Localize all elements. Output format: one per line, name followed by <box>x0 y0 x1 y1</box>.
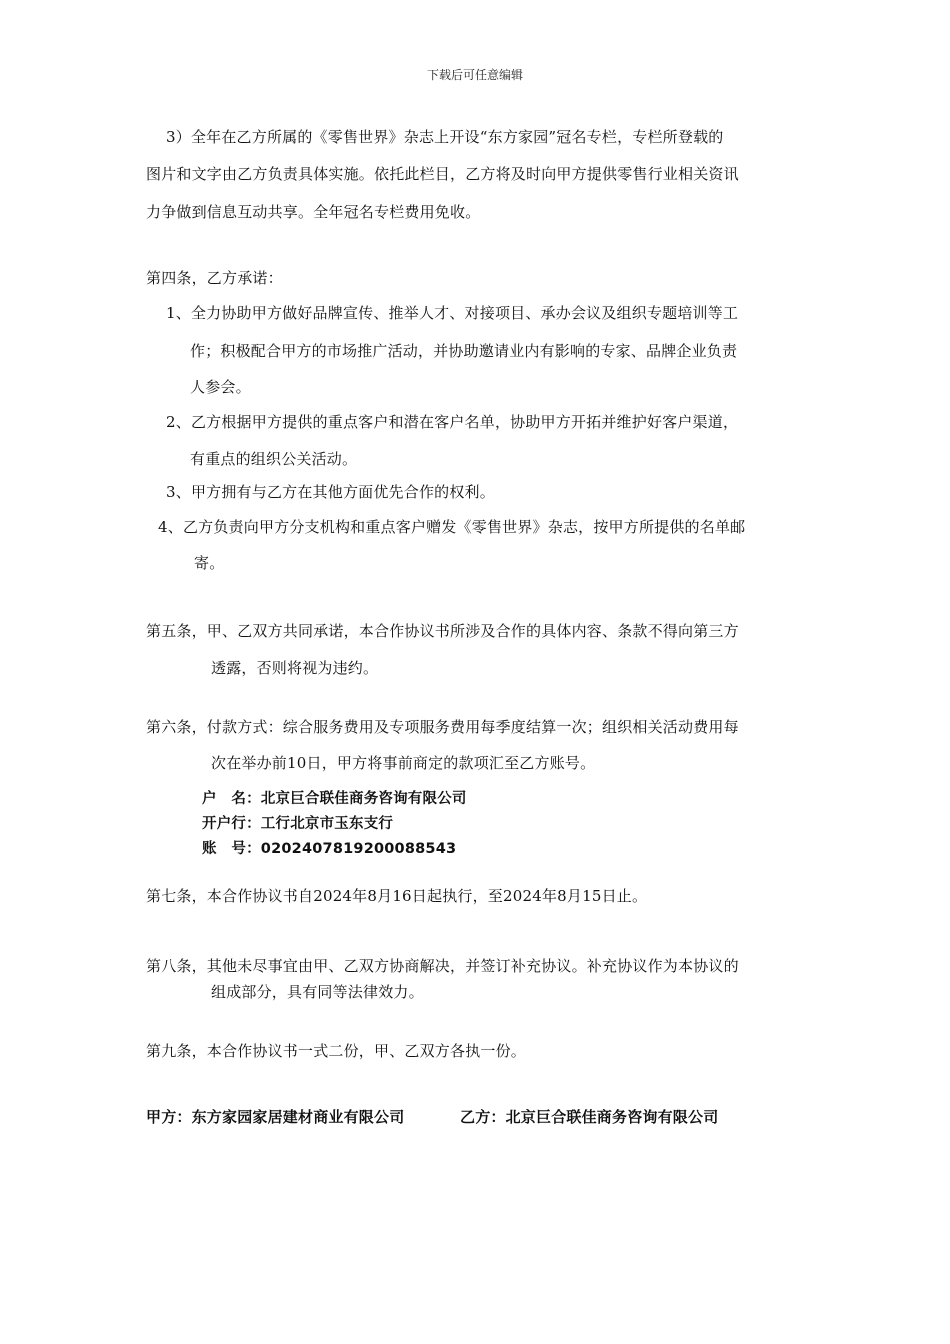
article4-item3: 3、甲方拥有与乙方在其他方面优先合作的权利。 <box>166 483 495 501</box>
article5-line2: 透露，否则将视为违约。 <box>211 659 379 677</box>
article8-line1: 第八条，其他未尽事宜由甲、乙双方协商解决，并签订补充协议。补充协议作为本协议的 <box>146 957 739 975</box>
account-number: 账 号：0202407819200088543 <box>202 841 457 857</box>
article4-item4-line2: 寄。 <box>194 554 225 572</box>
item3-line-2: 图片和文字由乙方负责具体实施。依托此栏目，乙方将及时向甲方提供零售行业相关资讯 <box>146 165 739 183</box>
article9: 第九条，本合作协议书一式二份，甲、乙双方各执一份。 <box>146 1042 527 1060</box>
article4-item2-line2: 有重点的组织公关活动。 <box>190 450 358 468</box>
article4-item1-line3: 人参会。 <box>190 378 251 396</box>
signature-party-b: 乙方：北京巨合联佳商务咨询有限公司 <box>460 1108 719 1126</box>
article4-title: 第四条，乙方承诺： <box>146 269 283 287</box>
article4-item1-line1: 1、全力协助甲方做好品牌宣传、推举人才、对接项目、承办会议及组织专题培训等工 <box>166 304 739 322</box>
article7: 第七条，本合作协议书自2024年8月16日起执行，至2024年8月15日止。 <box>146 887 648 905</box>
article4-item2-line1: 2、乙方根据甲方提供的重点客户和潜在客户名单，协助甲方开拓并维护好客户渠道， <box>166 413 739 431</box>
item3-line-3: 力争做到信息互动共享。全年冠名专栏费用免收。 <box>146 203 481 221</box>
article4-item4-line1: 4、乙方负责向甲方分支机构和重点客户赠发《零售世界》杂志，按甲方所提供的名单邮 <box>158 518 746 536</box>
signature-party-a: 甲方：东方家园家居建材商业有限公司 <box>146 1108 405 1126</box>
article6-line1: 第六条，付款方式：综合服务费用及专项服务费用每季度结算一次；组织相关活动费用每 <box>146 718 739 736</box>
account-bank: 开户行：工行北京市玉东支行 <box>202 816 394 832</box>
article5-line1: 第五条，甲、乙双方共同承诺，本合作协议书所涉及合作的具体内容、条款不得向第三方 <box>146 622 739 640</box>
article8-line2: 组成部分，具有同等法律效力。 <box>211 983 424 1001</box>
article6-line2: 次在举办前10日，甲方将事前商定的款项汇至乙方账号。 <box>211 754 596 772</box>
account-name: 户 名：北京巨合联佳商务咨询有限公司 <box>202 791 467 807</box>
page-header: 下载后可任意编辑 <box>426 68 523 82</box>
article4-item1-line2: 作；积极配合甲方的市场推广活动，并协助邀请业内有影响的专家、品牌企业负责 <box>190 342 738 360</box>
item3-line-1: 3）全年在乙方所属的《零售世界》杂志上开设“东方家园”冠名专栏，专栏所登载的 <box>166 128 724 146</box>
